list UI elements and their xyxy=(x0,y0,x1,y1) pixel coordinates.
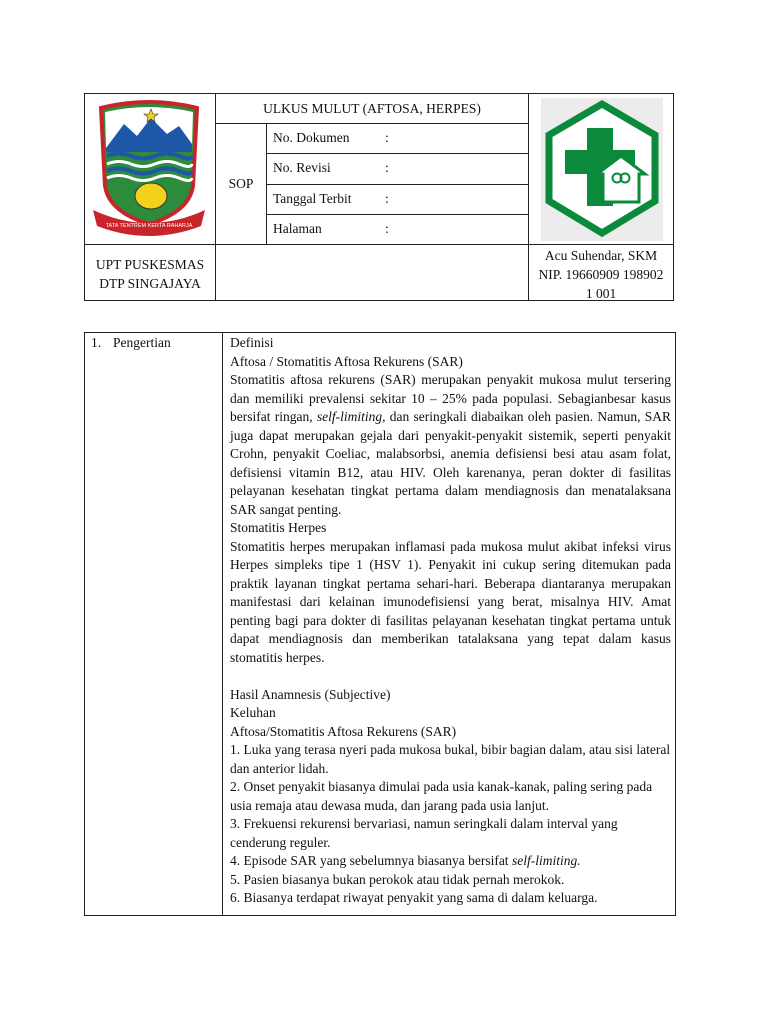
field-label-no-revisi: No. Revisi xyxy=(273,160,331,175)
institution-name-line2: DTP SINGAJAYA xyxy=(99,276,201,291)
list-item: 2. Onset penyakit biasanya dimulai pada usia kanak-kanak, paling sering pada usia remaja atau dewasa muda, dan jarang pada usia lanjut. xyxy=(230,779,653,813)
heading-definisi: Definisi xyxy=(230,335,274,350)
signer-nip-line1: NIP. 19660909 198902 xyxy=(538,267,664,282)
document-title: ULKUS MULUT (AFTOSA, HERPES) xyxy=(263,101,481,116)
paragraph-sar: Stomatitis aftosa rekurens (SAR) merupakan penyakit mukosa mulut tersering dan memiliki prevalensi sekitar 10 – 25% pada populasi. Sebagianbesar kasus bersifat ringan, self-limiting, dan seringkali diabaikan oleh pasien. Namun, SAR juga dapat merupakan gejala dari penyakit-penyakit sistemik, seperti penyakit Crohn, penyakit Coeliac, malabsorbsi, anemia defisiensi besi atau asam folat, defisiensi vitamin B12, atau HIV. Oleh karenanya, peran dokter di fasilitas pelayanan kesehatan tingkat pertama dalam mendiagnosis dan menatalaksana SAR sangat penting. xyxy=(230,372,671,517)
field-separator: : xyxy=(385,130,389,145)
section-title: Pengertian xyxy=(113,335,171,350)
field-label-halaman: Halaman xyxy=(273,221,322,236)
list-item: 1. Luka yang terasa nyeri pada mukosa bukal, bibir bagian dalam, atau sisi lateral dan anterior lidah. xyxy=(230,742,671,776)
field-separator: : xyxy=(385,191,389,206)
signer-name: Acu Suhendar, SKM xyxy=(544,248,658,263)
subheading-sar: Aftosa / Stomatitis Aftosa Rekurens (SAR) xyxy=(230,353,463,369)
heading-anamnesis: Hasil Anamnesis (Subjective) xyxy=(230,686,391,702)
paragraph-herpes: Stomatitis herpes merupakan inflamasi pada mukosa mulut akibat infeksi virus Herpes simpleks tipe 1 (HSV 1). Penyakit ini cukup sering ditemukan pada praktik layanan tingkat pertama sehari-hari. Beberapa diantaranya merupakan manifestasi dari kelainan imunodefisiensi yang berat, misalnya HIV. Amat penting bagi para dokter di fasilitas pelayanan kesehatan tingkat pertama untuk dapat mendiagnosis dan memberikan tatalaksana yang tepat dalam kasus stomatitis herpes. xyxy=(230,538,671,665)
field-separator: : xyxy=(385,160,389,175)
field-label-no-dokumen: No. Dokumen xyxy=(273,130,350,145)
heading-keluhan: Keluhan xyxy=(230,705,276,720)
section-number: 1. xyxy=(91,335,102,350)
field-separator: : xyxy=(385,221,389,236)
field-label-tanggal-terbit: Tanggal Terbit xyxy=(273,191,352,206)
signer-nip-line2: 1 001 xyxy=(585,286,617,301)
list-item: 5. Pasien biasanya bukan perokok atau tidak pernah merokok. xyxy=(230,871,565,887)
subheading-sar-keluhan: Aftosa/Stomatitis Aftosa Rekurens (SAR) xyxy=(230,723,457,739)
regency-emblem-logo xyxy=(89,100,209,240)
section-content xyxy=(230,334,671,908)
emblem-motto-text: TATA TENTREM KERTA RAHARJA xyxy=(105,223,193,229)
subheading-herpes: Stomatitis Herpes xyxy=(230,520,327,535)
list-item: 4. Episode SAR yang sebelumnya biasanya bersifat self-limiting. xyxy=(230,853,581,868)
list-item: 6. Biasanya terdapat riwayat penyakit yang sama di dalam keluarga. xyxy=(230,890,598,905)
sop-header-table xyxy=(84,93,674,301)
list-item: 3. Frekuensi rekurensi bervariasi, namun seringkali dalam interval yang cenderung reguler. xyxy=(230,816,618,850)
sop-label: SOP xyxy=(228,176,254,191)
sop-content-table xyxy=(84,332,676,916)
institution-name-line1: UPT PUSKESMAS xyxy=(95,257,205,272)
section-label xyxy=(91,334,171,353)
puskesmas-logo xyxy=(541,98,663,241)
